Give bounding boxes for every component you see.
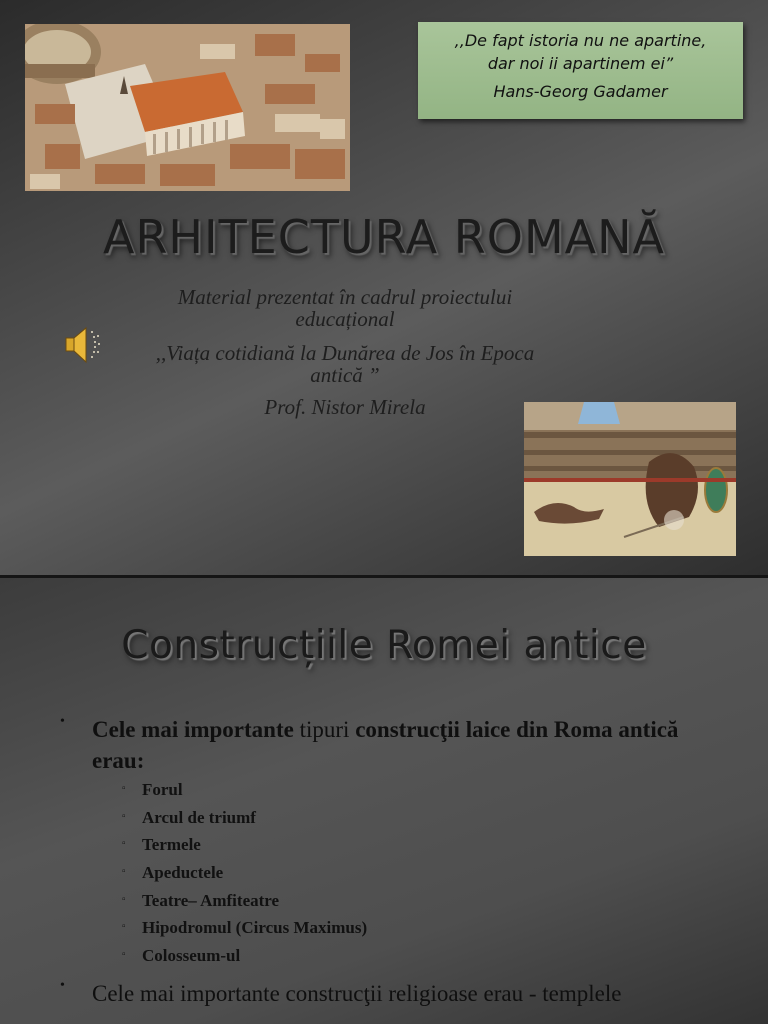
quote-line-1: ,,De fapt istoria nu ne apartine,: [454, 31, 707, 50]
slide-title: Construcțiile Romei antice: [121, 623, 647, 668]
quote-text: [418, 29, 743, 75]
speaker-icon[interactable]: [62, 324, 102, 366]
quote-line-2: dar noi ii apartinem ei”: [487, 54, 674, 73]
list-item-label: Apeductele: [142, 863, 224, 883]
square-bullet-icon: ▫: [122, 949, 126, 961]
list-item-label: Termele: [142, 835, 201, 855]
square-bullet-icon: ▫: [122, 921, 126, 933]
bullet-text-rest: construcţii laice din Roma antică erau:: [92, 717, 679, 773]
gladiator-arena-image: [524, 402, 736, 556]
list-item-label: Teatre– Amfiteatre: [142, 890, 280, 910]
quote-box: [418, 22, 743, 119]
square-bullet-icon: ▫: [122, 783, 126, 794]
bullet-text-bold: Cele mai importante: [92, 717, 300, 742]
list-item-label: Arcul de triumf: [142, 807, 256, 827]
subtitle-project: Material prezentat în cadrul proiectului educațional: [177, 285, 513, 331]
square-bullet-icon: ▫: [122, 810, 126, 822]
subtitle-author: Prof. Nistor Mirela: [264, 395, 426, 419]
slide-title: ARHITECTURA ROMANĂ: [102, 210, 666, 264]
bullet-text: Cele mai importante construcţii religioase erau - templele: [92, 981, 622, 1006]
bullet-text: [92, 714, 712, 776]
list-item-label: Forul: [142, 780, 183, 799]
list-item-label: Colosseum-ul: [142, 946, 241, 966]
square-bullet-icon: ▫: [122, 893, 126, 905]
bullet-text-normal: tipuri: [299, 717, 356, 742]
list-item-label: Hipodromul (Circus Maximus): [142, 918, 368, 938]
quote-author: Hans-Georg Gadamer: [493, 82, 668, 101]
bullet-icon: •: [60, 714, 65, 729]
roman-city-image: [25, 24, 350, 191]
bullet-icon: •: [60, 978, 65, 993]
content-slide: [0, 578, 768, 1024]
subtitle-project-name: ,,Viața cotidiană la Dunărea de Jos în Epoca antică ”: [155, 341, 535, 387]
square-bullet-icon: ▫: [122, 838, 126, 850]
square-bullet-icon: ▫: [122, 866, 126, 878]
